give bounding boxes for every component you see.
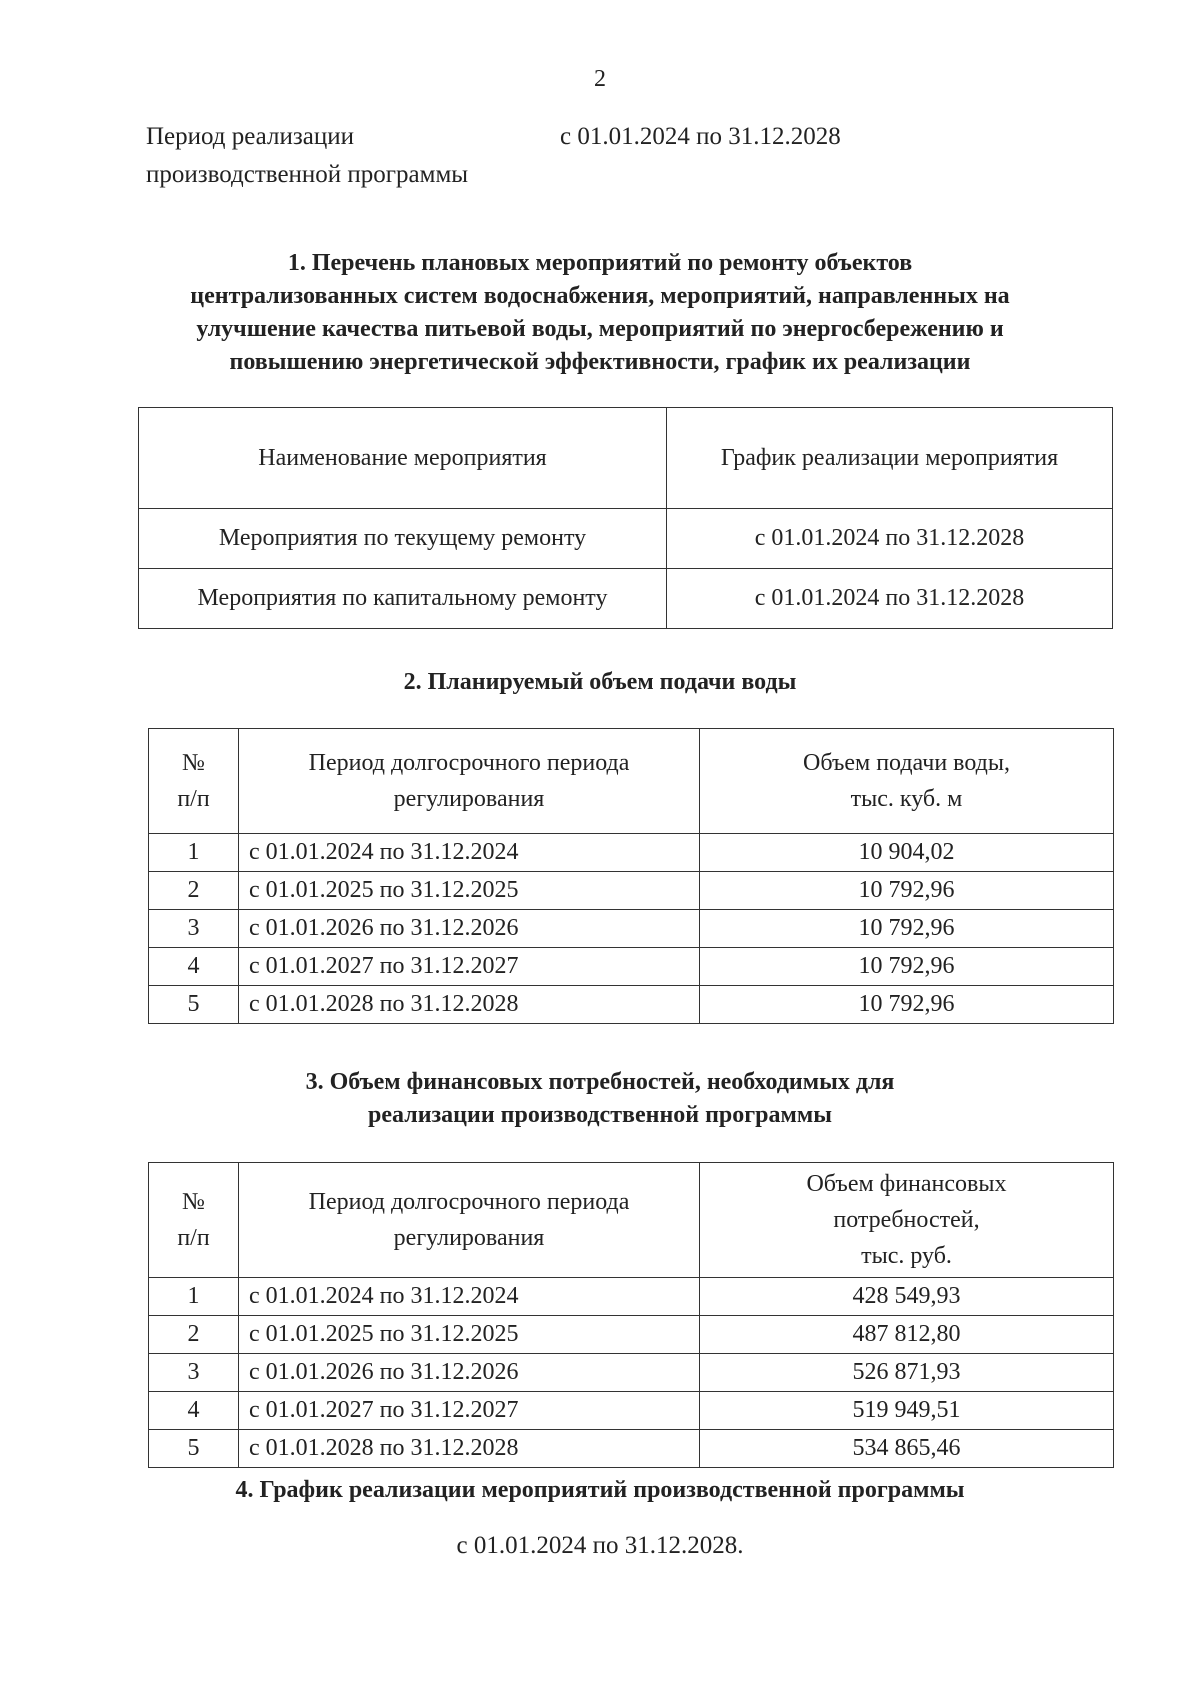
header-period-line1: Период долгосрочного периода	[308, 750, 630, 776]
row-number-cell: 3	[149, 1354, 239, 1392]
row-number-cell: 4	[149, 1392, 239, 1430]
program-period-value: с 01.01.2024 по 31.12.2028	[560, 123, 841, 150]
row-number-cell: 5	[149, 986, 239, 1024]
activity-schedule-cell: с 01.01.2024 по 31.12.2028	[667, 569, 1113, 629]
header-water-volume	[700, 729, 1114, 834]
section1-title-line: повышению энергетической эффективности, график их реализации	[229, 349, 971, 375]
table-row	[149, 1316, 1114, 1354]
section1-title	[0, 247, 1200, 379]
section1-title-line: улучшение качества питьевой воды, мероприятий по энергосбережению и	[196, 316, 1004, 342]
table-row	[139, 569, 1113, 629]
table-row	[149, 872, 1114, 910]
financial-needs-table	[148, 1162, 1114, 1468]
row-number-cell: 2	[149, 872, 239, 910]
row-period-cell: с 01.01.2027 по 31.12.2027	[239, 1392, 700, 1430]
program-period-label-line2: производственной программы	[146, 161, 469, 188]
header-water-volume-line1: Объем подачи воды,	[803, 750, 1010, 776]
table-row	[149, 1430, 1114, 1468]
water-supply-table	[148, 728, 1114, 1024]
page-number: 2	[594, 66, 606, 92]
header-period	[239, 729, 700, 834]
header-period	[239, 1163, 700, 1278]
row-number-cell: 5	[149, 1430, 239, 1468]
table-row	[149, 1392, 1114, 1430]
row-period-cell: с 01.01.2027 по 31.12.2027	[239, 948, 700, 986]
row-value-cell: 10 792,96	[700, 910, 1114, 948]
header-number-line1: №	[182, 1189, 205, 1215]
table-row	[149, 986, 1114, 1024]
activity-name-cell: Мероприятия по текущему ремонту	[139, 509, 667, 569]
section3-title	[0, 1066, 1200, 1132]
row-value-cell: 519 949,51	[700, 1392, 1114, 1430]
header-financial-volume	[700, 1163, 1114, 1278]
table-header-row	[139, 408, 1113, 509]
section3-title-line: реализации производственной программы	[368, 1102, 832, 1128]
row-number-cell: 1	[149, 834, 239, 872]
row-value-cell: 534 865,46	[700, 1430, 1114, 1468]
activity-name-cell: Мероприятия по капитальному ремонту	[139, 569, 667, 629]
header-number-line2: п/п	[177, 786, 210, 812]
header-activity-schedule: График реализации мероприятия	[667, 408, 1113, 509]
header-period-line2: регулирования	[393, 1225, 545, 1251]
section4-title-line: 4. График реализации мероприятий производственной программы	[235, 1477, 965, 1503]
section3-title-line: 3. Объем финансовых потребностей, необходимых для	[305, 1069, 895, 1095]
header-number	[149, 1163, 239, 1278]
table-row	[149, 910, 1114, 948]
row-value-cell: 10 792,96	[700, 986, 1114, 1024]
row-period-cell: с 01.01.2025 по 31.12.2025	[239, 1316, 700, 1354]
row-value-cell: 10 904,02	[700, 834, 1114, 872]
table-row	[149, 834, 1114, 872]
row-value-cell: 10 792,96	[700, 948, 1114, 986]
section4-title	[0, 1474, 1200, 1507]
row-number-cell: 1	[149, 1278, 239, 1316]
section1-title-line: 1. Перечень плановых мероприятий по ремонту объектов	[287, 250, 913, 276]
row-period-cell: с 01.01.2028 по 31.12.2028	[239, 1430, 700, 1468]
row-value-cell: 526 871,93	[700, 1354, 1114, 1392]
table-row	[149, 1278, 1114, 1316]
activity-schedule-cell: с 01.01.2024 по 31.12.2028	[667, 509, 1113, 569]
section4-period: с 01.01.2024 по 31.12.2028.	[456, 1532, 744, 1559]
row-period-cell: с 01.01.2024 по 31.12.2024	[239, 834, 700, 872]
header-period-line2: регулирования	[393, 786, 545, 812]
header-activity-name: Наименование мероприятия	[139, 408, 667, 509]
header-financial-volume-line1: Объем финансовых	[806, 1171, 1007, 1197]
row-value-cell: 487 812,80	[700, 1316, 1114, 1354]
table-row	[139, 509, 1113, 569]
row-period-cell: с 01.01.2026 по 31.12.2026	[239, 910, 700, 948]
header-number	[149, 729, 239, 834]
header-period-line1: Период долгосрочного периода	[308, 1189, 630, 1215]
section1-title-line: централизованных систем водоснабжения, мероприятий, направленных на	[190, 283, 1010, 309]
header-number-line2: п/п	[177, 1225, 210, 1251]
header-financial-volume-line2: потребностей,	[833, 1207, 980, 1233]
row-number-cell: 4	[149, 948, 239, 986]
row-value-cell: 10 792,96	[700, 872, 1114, 910]
row-period-cell: с 01.01.2025 по 31.12.2025	[239, 872, 700, 910]
table-row	[149, 1354, 1114, 1392]
activities-table	[138, 407, 1113, 629]
section2-title	[0, 666, 1200, 699]
row-period-cell: с 01.01.2026 по 31.12.2026	[239, 1354, 700, 1392]
row-number-cell: 2	[149, 1316, 239, 1354]
table-header-row	[149, 1163, 1114, 1278]
program-period-label-line1: Период реализации	[146, 123, 354, 150]
section2-title-line: 2. Планируемый объем подачи воды	[403, 669, 797, 695]
row-value-cell: 428 549,93	[700, 1278, 1114, 1316]
program-period-label	[146, 118, 526, 194]
table-header-row	[149, 729, 1114, 834]
table-row	[149, 948, 1114, 986]
header-financial-volume-line3: тыс. руб.	[861, 1243, 952, 1269]
header-water-volume-line2: тыс. куб. м	[850, 786, 963, 812]
row-number-cell: 3	[149, 910, 239, 948]
row-period-cell: с 01.01.2024 по 31.12.2024	[239, 1278, 700, 1316]
row-period-cell: с 01.01.2028 по 31.12.2028	[239, 986, 700, 1024]
header-number-line1: №	[182, 750, 205, 776]
